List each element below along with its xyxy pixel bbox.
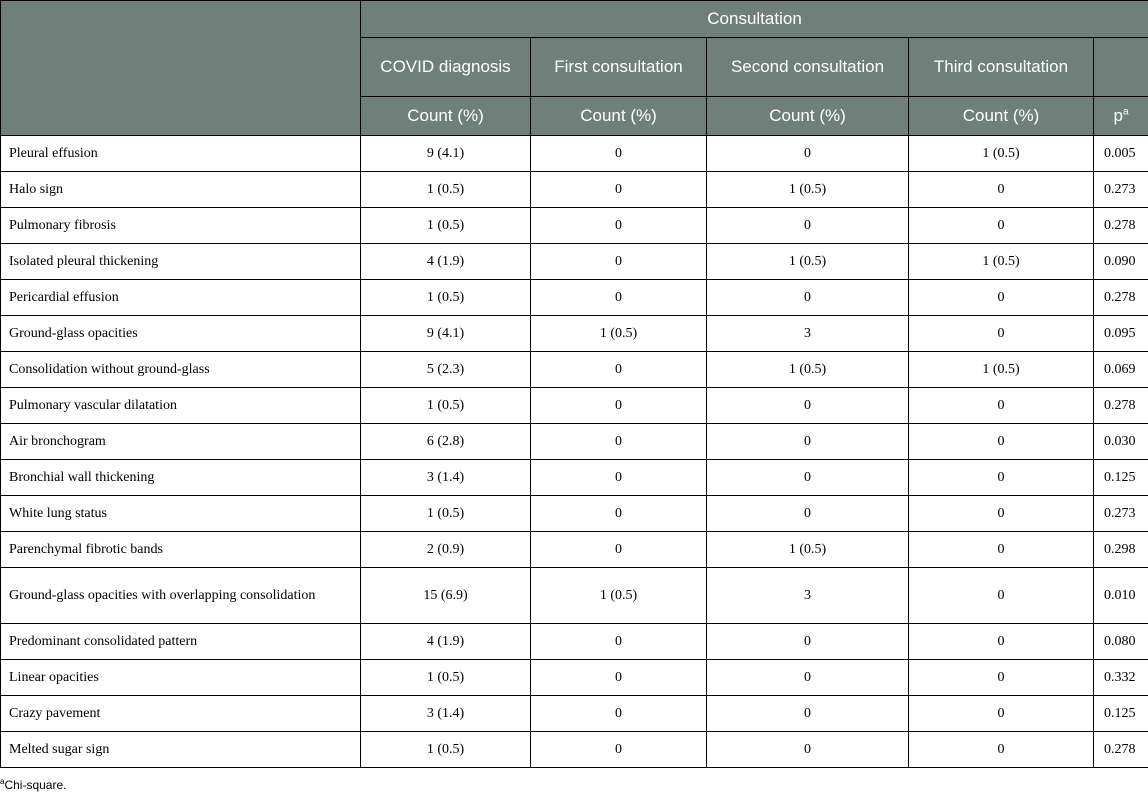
header-p-value bbox=[1094, 97, 1148, 136]
cell-p: 0.273 bbox=[1094, 172, 1148, 208]
cell-first: 0 bbox=[531, 732, 707, 768]
cell-covid: 6 (2.8) bbox=[361, 424, 531, 460]
table-row bbox=[1, 568, 1148, 624]
table-body bbox=[1, 136, 1148, 768]
cell-p: 0.332 bbox=[1094, 660, 1148, 696]
table-row bbox=[1, 208, 1148, 244]
header-count-third: Count (%) bbox=[909, 97, 1094, 136]
cell-p: 0.080 bbox=[1094, 624, 1148, 660]
row-label: Bronchial wall thickening bbox=[1, 460, 361, 496]
header-count-first: Count (%) bbox=[531, 97, 707, 136]
table-row bbox=[1, 352, 1148, 388]
cell-p: 0.030 bbox=[1094, 424, 1148, 460]
cell-p: 0.278 bbox=[1094, 732, 1148, 768]
cell-second: 0 bbox=[707, 732, 909, 768]
cell-first: 0 bbox=[531, 424, 707, 460]
cell-p: 0.278 bbox=[1094, 280, 1148, 316]
cell-covid: 5 (2.3) bbox=[361, 352, 531, 388]
cell-first: 0 bbox=[531, 460, 707, 496]
cell-p: 0.095 bbox=[1094, 316, 1148, 352]
cell-third: 0 bbox=[909, 316, 1094, 352]
table-row bbox=[1, 244, 1148, 280]
table-row bbox=[1, 136, 1148, 172]
cell-second: 1 (0.5) bbox=[707, 244, 909, 280]
row-label: Consolidation without ground-glass bbox=[1, 352, 361, 388]
cell-p: 0.005 bbox=[1094, 136, 1148, 172]
cell-second: 3 bbox=[707, 568, 909, 624]
row-label: White lung status bbox=[1, 496, 361, 532]
header-count-covid: Count (%) bbox=[361, 97, 531, 136]
cell-p: 0.278 bbox=[1094, 208, 1148, 244]
cell-third: 0 bbox=[909, 624, 1094, 660]
header-blank-cell bbox=[1, 1, 361, 136]
cell-second: 0 bbox=[707, 496, 909, 532]
header-p-label: p bbox=[1113, 106, 1123, 125]
cell-covid: 2 (0.9) bbox=[361, 532, 531, 568]
cell-third: 0 bbox=[909, 388, 1094, 424]
cell-p: 0.010 bbox=[1094, 568, 1148, 624]
row-label: Pleural effusion bbox=[1, 136, 361, 172]
cell-third: 1 (0.5) bbox=[909, 352, 1094, 388]
row-label: Crazy pavement bbox=[1, 696, 361, 732]
table-footnote bbox=[0, 778, 66, 792]
cell-p: 0.273 bbox=[1094, 496, 1148, 532]
cell-p: 0.090 bbox=[1094, 244, 1148, 280]
cell-first: 0 bbox=[531, 172, 707, 208]
table-row bbox=[1, 496, 1148, 532]
table-row bbox=[1, 732, 1148, 768]
table-header bbox=[1, 1, 1148, 136]
cell-third: 0 bbox=[909, 280, 1094, 316]
cell-covid: 4 (1.9) bbox=[361, 244, 531, 280]
row-label: Predominant consolidated pattern bbox=[1, 624, 361, 660]
cell-first: 0 bbox=[531, 532, 707, 568]
table-row bbox=[1, 660, 1148, 696]
cell-second: 1 (0.5) bbox=[707, 172, 909, 208]
cell-p: 0.298 bbox=[1094, 532, 1148, 568]
table-row bbox=[1, 460, 1148, 496]
row-label: Halo sign bbox=[1, 172, 361, 208]
cell-second: 0 bbox=[707, 460, 909, 496]
cell-third: 0 bbox=[909, 424, 1094, 460]
cell-first: 1 (0.5) bbox=[531, 316, 707, 352]
cell-third: 0 bbox=[909, 172, 1094, 208]
header-p-superscript: a bbox=[1122, 106, 1129, 118]
cell-first: 0 bbox=[531, 388, 707, 424]
header-col-third: Third consultation bbox=[909, 38, 1094, 97]
row-label: Air bronchogram bbox=[1, 424, 361, 460]
row-label: Isolated pleural thickening bbox=[1, 244, 361, 280]
footnote-text: Chi-square. bbox=[4, 778, 67, 792]
cell-covid: 1 (0.5) bbox=[361, 208, 531, 244]
cell-first: 0 bbox=[531, 660, 707, 696]
cell-second: 0 bbox=[707, 660, 909, 696]
header-col-covid: COVID diagnosis bbox=[361, 38, 531, 97]
cell-second: 0 bbox=[707, 388, 909, 424]
table-row bbox=[1, 624, 1148, 660]
cell-second: 0 bbox=[707, 424, 909, 460]
cell-third: 0 bbox=[909, 660, 1094, 696]
row-label: Melted sugar sign bbox=[1, 732, 361, 768]
cell-second: 0 bbox=[707, 208, 909, 244]
cell-first: 0 bbox=[531, 244, 707, 280]
cell-p: 0.278 bbox=[1094, 388, 1148, 424]
table-row bbox=[1, 532, 1148, 568]
row-label: Pulmonary vascular dilatation bbox=[1, 388, 361, 424]
cell-first: 0 bbox=[531, 696, 707, 732]
cell-second: 1 (0.5) bbox=[707, 532, 909, 568]
header-col-first: First consultation bbox=[531, 38, 707, 97]
cell-second: 1 (0.5) bbox=[707, 352, 909, 388]
cell-second: 3 bbox=[707, 316, 909, 352]
row-label: Pericardial effusion bbox=[1, 280, 361, 316]
cell-third: 1 (0.5) bbox=[909, 244, 1094, 280]
cell-p: 0.069 bbox=[1094, 352, 1148, 388]
cell-covid: 1 (0.5) bbox=[361, 280, 531, 316]
cell-third: 0 bbox=[909, 732, 1094, 768]
table-row bbox=[1, 424, 1148, 460]
cell-covid: 9 (4.1) bbox=[361, 316, 531, 352]
cell-covid: 3 (1.4) bbox=[361, 460, 531, 496]
cell-third: 0 bbox=[909, 568, 1094, 624]
header-consultation: Consultation bbox=[361, 1, 1148, 38]
cell-second: 0 bbox=[707, 136, 909, 172]
cell-covid: 1 (0.5) bbox=[361, 388, 531, 424]
cell-third: 0 bbox=[909, 460, 1094, 496]
cell-covid: 3 (1.4) bbox=[361, 696, 531, 732]
cell-covid: 4 (1.9) bbox=[361, 624, 531, 660]
cell-third: 0 bbox=[909, 496, 1094, 532]
cell-first: 1 (0.5) bbox=[531, 568, 707, 624]
cell-p: 0.125 bbox=[1094, 460, 1148, 496]
cell-covid: 1 (0.5) bbox=[361, 660, 531, 696]
cell-first: 0 bbox=[531, 280, 707, 316]
cell-third: 0 bbox=[909, 696, 1094, 732]
header-col-p-blank bbox=[1094, 38, 1148, 97]
row-label: Pulmonary fibrosis bbox=[1, 208, 361, 244]
cell-first: 0 bbox=[531, 624, 707, 660]
header-col-second: Second consultation bbox=[707, 38, 909, 97]
row-label: Ground-glass opacities bbox=[1, 316, 361, 352]
cell-first: 0 bbox=[531, 208, 707, 244]
cell-third: 0 bbox=[909, 208, 1094, 244]
cell-second: 0 bbox=[707, 280, 909, 316]
row-label: Ground-glass opacities with overlapping consolidation bbox=[1, 568, 361, 624]
cell-third: 0 bbox=[909, 532, 1094, 568]
cell-first: 0 bbox=[531, 496, 707, 532]
cell-first: 0 bbox=[531, 352, 707, 388]
row-label: Linear opacities bbox=[1, 660, 361, 696]
header-count-second: Count (%) bbox=[707, 97, 909, 136]
cell-first: 0 bbox=[531, 136, 707, 172]
cell-covid: 9 (4.1) bbox=[361, 136, 531, 172]
table-row bbox=[1, 388, 1148, 424]
cell-third: 1 (0.5) bbox=[909, 136, 1094, 172]
cell-second: 0 bbox=[707, 696, 909, 732]
footnote-marker: a bbox=[0, 777, 5, 786]
cell-covid: 1 (0.5) bbox=[361, 496, 531, 532]
row-label: Parenchymal fibrotic bands bbox=[1, 532, 361, 568]
table-row bbox=[1, 696, 1148, 732]
table-row bbox=[1, 316, 1148, 352]
table-row bbox=[1, 172, 1148, 208]
cell-covid: 1 (0.5) bbox=[361, 172, 531, 208]
table-row bbox=[1, 280, 1148, 316]
cell-second: 0 bbox=[707, 624, 909, 660]
cell-covid: 1 (0.5) bbox=[361, 732, 531, 768]
cell-p: 0.125 bbox=[1094, 696, 1148, 732]
cell-covid: 15 (6.9) bbox=[361, 568, 531, 624]
